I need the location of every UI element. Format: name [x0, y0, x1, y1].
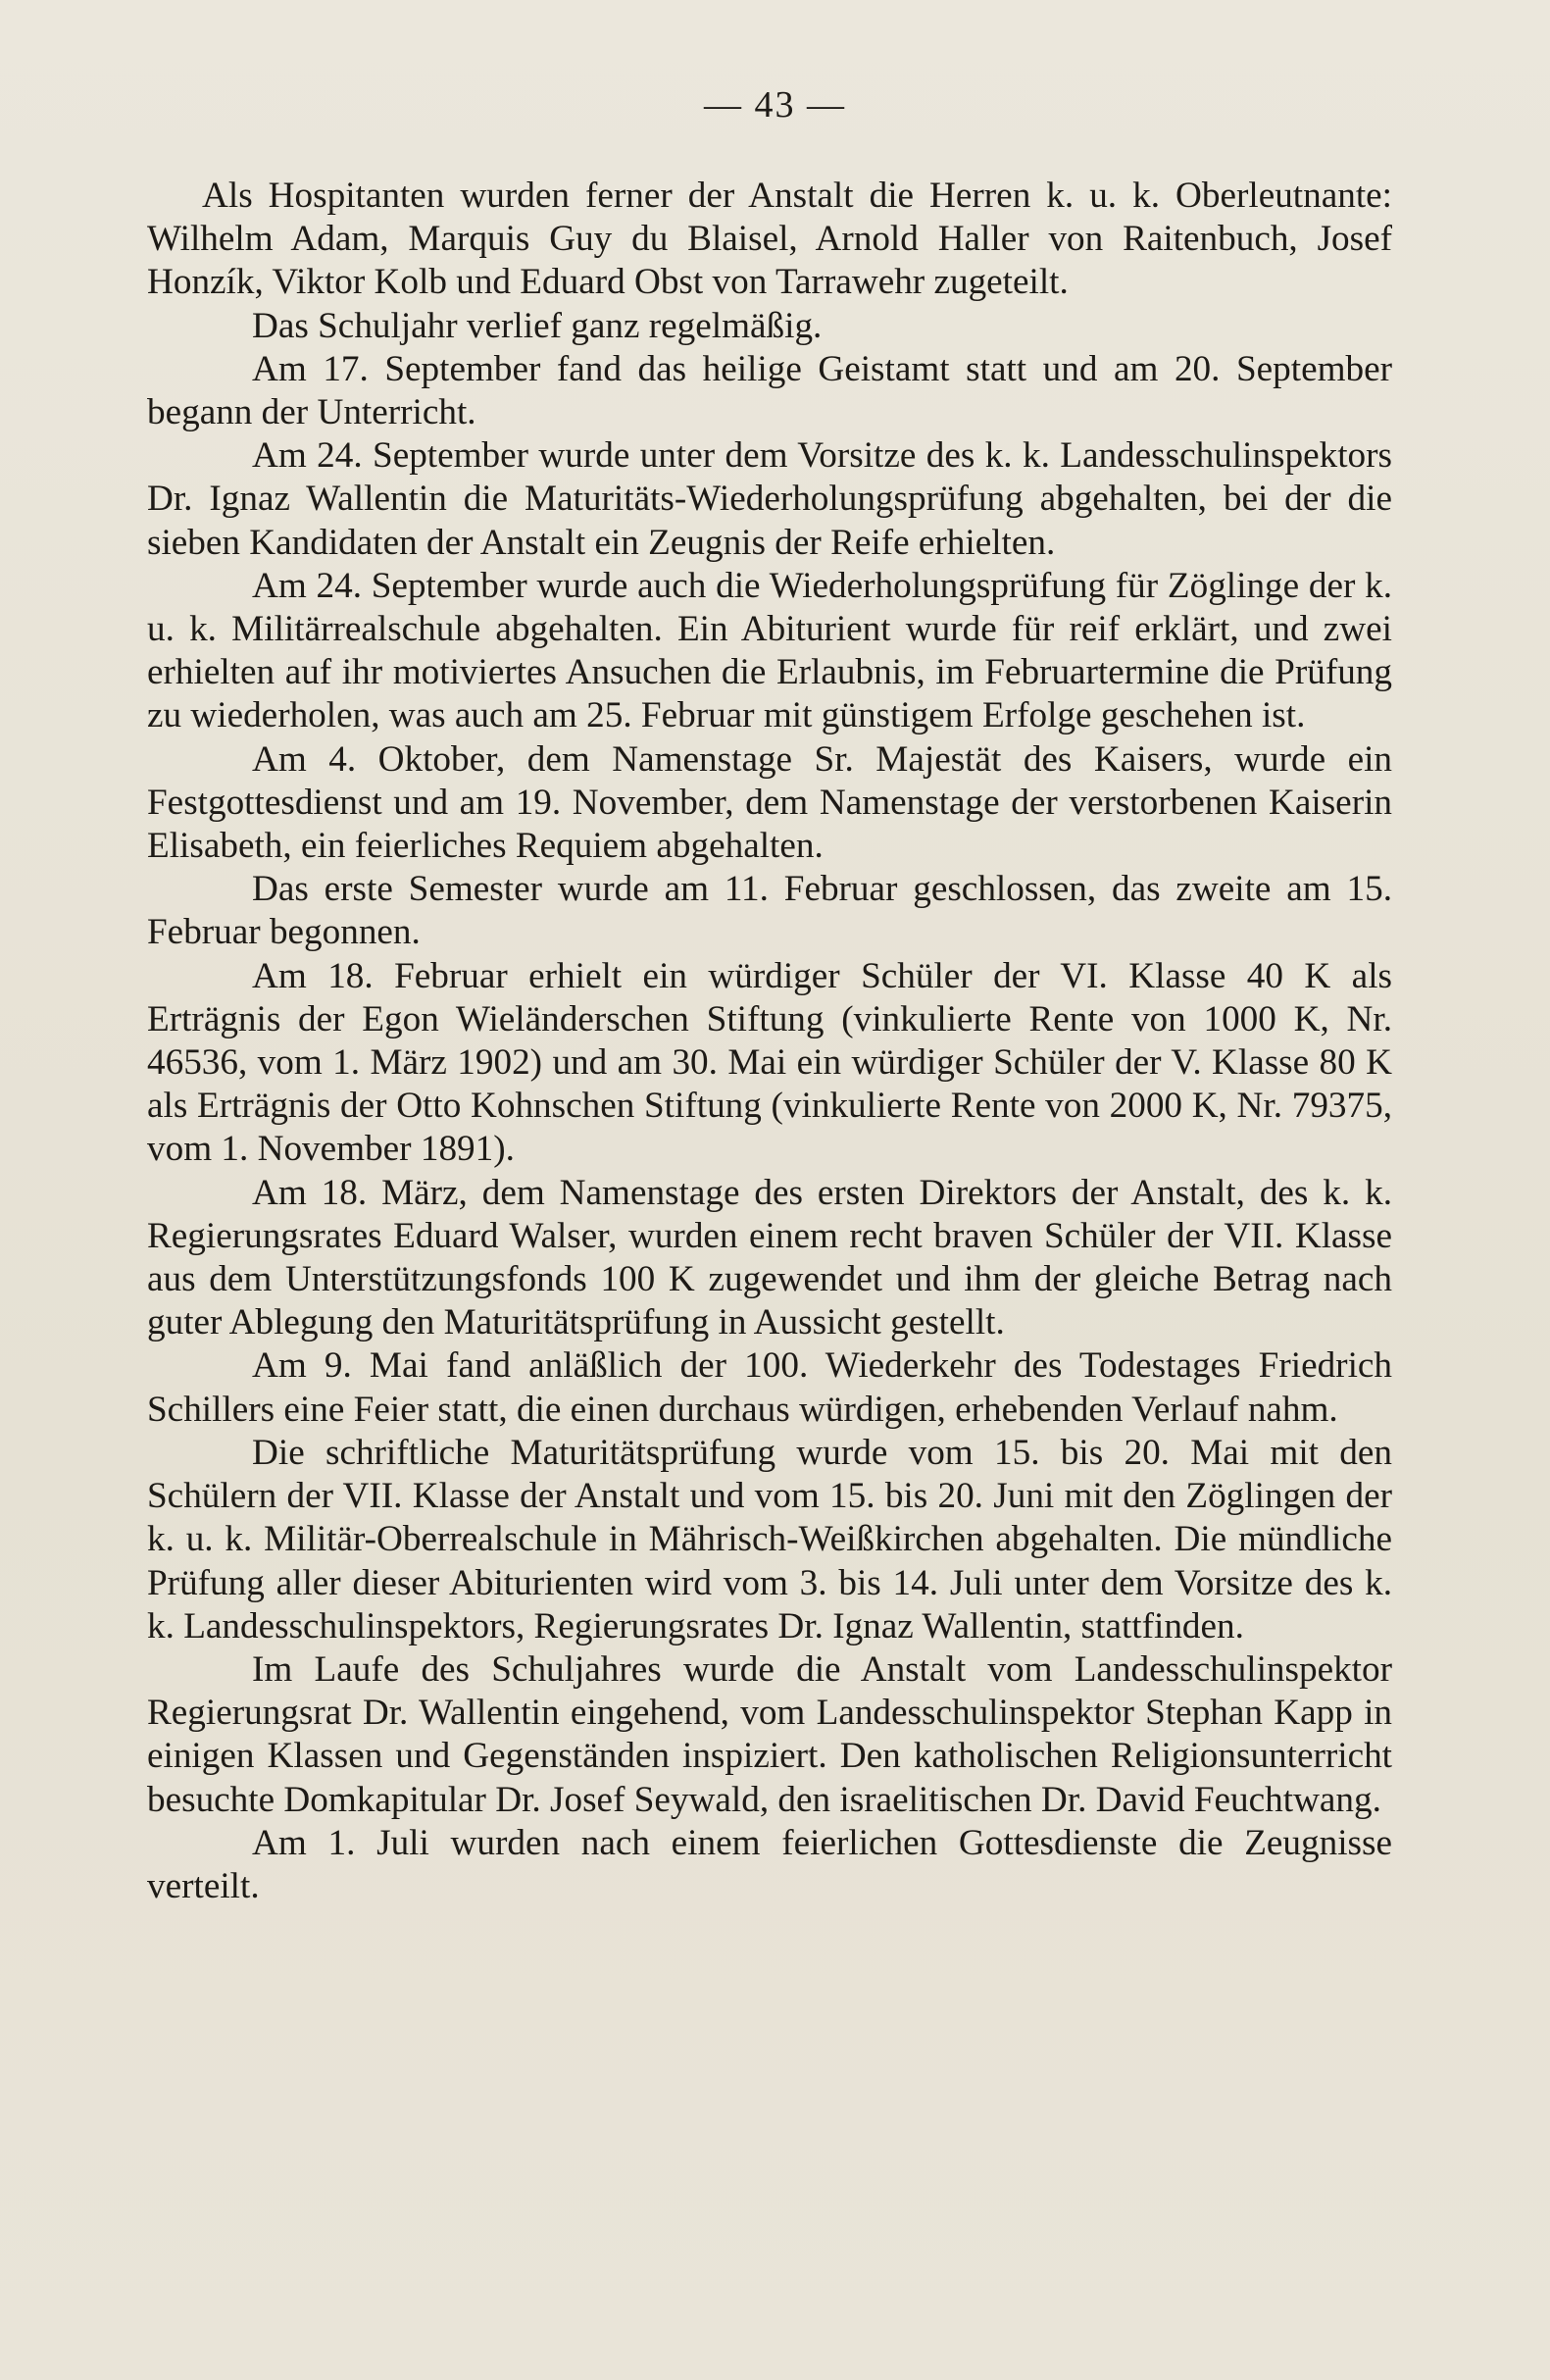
- paragraph-festgottesdienst: Am 4. Oktober, dem Namenstage Sr. Majestät des Kaisers, wurde ein Festgottesdienst und am 19. November, dem Namenstage der verstorbenen Kaiserin Elisabeth, ein feierliches Requiem abgehalten.: [147, 738, 1392, 867]
- paragraph-namenstag-direktor: Am 18. März, dem Namenstage des ersten Direktors der Anstalt, des k. k. Regierungsrates Eduard Walser, wurden einem recht braven Schüler der VII. Klasse aus dem Unterstützungsfonds 100 K zugewendet und ihm der gleiche Betrag nach guter Ablegung den Maturitätsprüfung in Aussicht gestellt.: [147, 1172, 1392, 1343]
- paragraph-maturitaets-wiederholung: Am 24. September wurde unter dem Vorsitze des k. k. Landesschulinspektors Dr. Ignaz Wallentin die Maturitäts-Wiederholungsprüfung abgehalten, bei der die sieben Kandidaten der Anstalt ein Zeugnis der Reife erhielten.: [147, 435, 1392, 563]
- paragraph-stiftungen: Am 18. Februar erhielt ein würdiger Schüler der VI. Klasse 40 K als Erträgnis der Egon Wieländerschen Stiftung (vinkulierte Rente von 1000 K, Nr. 46536, vom 1. März 1902) und am 30. Mai ein würdiger Schüler der V. Klasse 80 K als Erträgnis der Otto Kohnschen Stiftung (vinkulierte Rente von 2000 K, Nr. 79375, vom 1. November 1891).: [147, 955, 1392, 1170]
- page-number: — 43 —: [704, 84, 846, 126]
- paragraph-semester: Das erste Semester wurde am 11. Februar geschlossen, das zweite am 15. Februar begonnen.: [147, 869, 1392, 953]
- paragraph-hospitanten: Als Hospitanten wurden ferner der Anstalt die Herren k. u. k. Oberleutnante: Wilhelm Adam, Marquis Guy du Blaisel, Arnold Haller von Raitenbuch, Josef Honzík, Viktor Kolb und Eduard Obst von Tarrawehr zugeteilt.: [147, 176, 1392, 303]
- paragraph-inspektion: Im Laufe des Schuljahres wurde die Anstalt vom Landesschulinspektor Regierungsrat Dr. Wallentin eingehend, vom Landesschulinspektor Stephan Kapp in einigen Klassen und Gegenständen inspiziert. Den katholischen Religionsunterricht besuchte Domkapitular Dr. Josef Seywald, den israelitischen Dr. David Feuchtwang.: [147, 1648, 1392, 1820]
- paragraph-maturitaetspruefung: Die schriftliche Maturitätsprüfung wurde vom 15. bis 20. Mai mit den Schülern der VII. Klasse der Anstalt und vom 15. bis 20. Juni mit den Zöglingen der k. u. k. Militär-Oberrealschule in Mährisch-Weißkirchen abgehalten. Die mündliche Prüfung aller dieser Abiturienten wird vom 3. bis 14. Juli unter dem Vorsitze des k. k. Landesschulinspektors, Regierungsrates Dr. Ignaz Wallentin, stattfinden.: [147, 1432, 1392, 1646]
- body-text: [147, 175, 1392, 1908]
- paragraph-zeugnisse: Am 1. Juli wurden nach einem feierlichen Gottesdienste die Zeugnisse verteilt.: [147, 1822, 1392, 1906]
- paragraph-geistamt: Am 17. September fand das heilige Geistamt statt und am 20. September begann der Unterricht.: [147, 348, 1392, 433]
- paragraph-schiller-feier: Am 9. Mai fand anläßlich der 100. Wiederkehr des Todestages Friedrich Schillers eine Feier statt, die einen durchaus würdigen, erhebenden Verlauf nahm.: [147, 1345, 1392, 1430]
- paragraph-schuljahr: Das Schuljahr verlief ganz regelmäßig.: [252, 305, 823, 346]
- paragraph-militaerrealschule: Am 24. September wurde auch die Wiederholungsprüfung für Zöglinge der k. u. k. Militärrealschule abgehalten. Ein Abiturient wurde für reif erklärt, und zwei erhielten auf ihr motiviertes Ansuchen die Erlaubnis, im Februartermine die Prüfung zu wiederholen, was auch am 25. Februar mit günstigem Erfolge geschehen ist.: [147, 565, 1392, 736]
